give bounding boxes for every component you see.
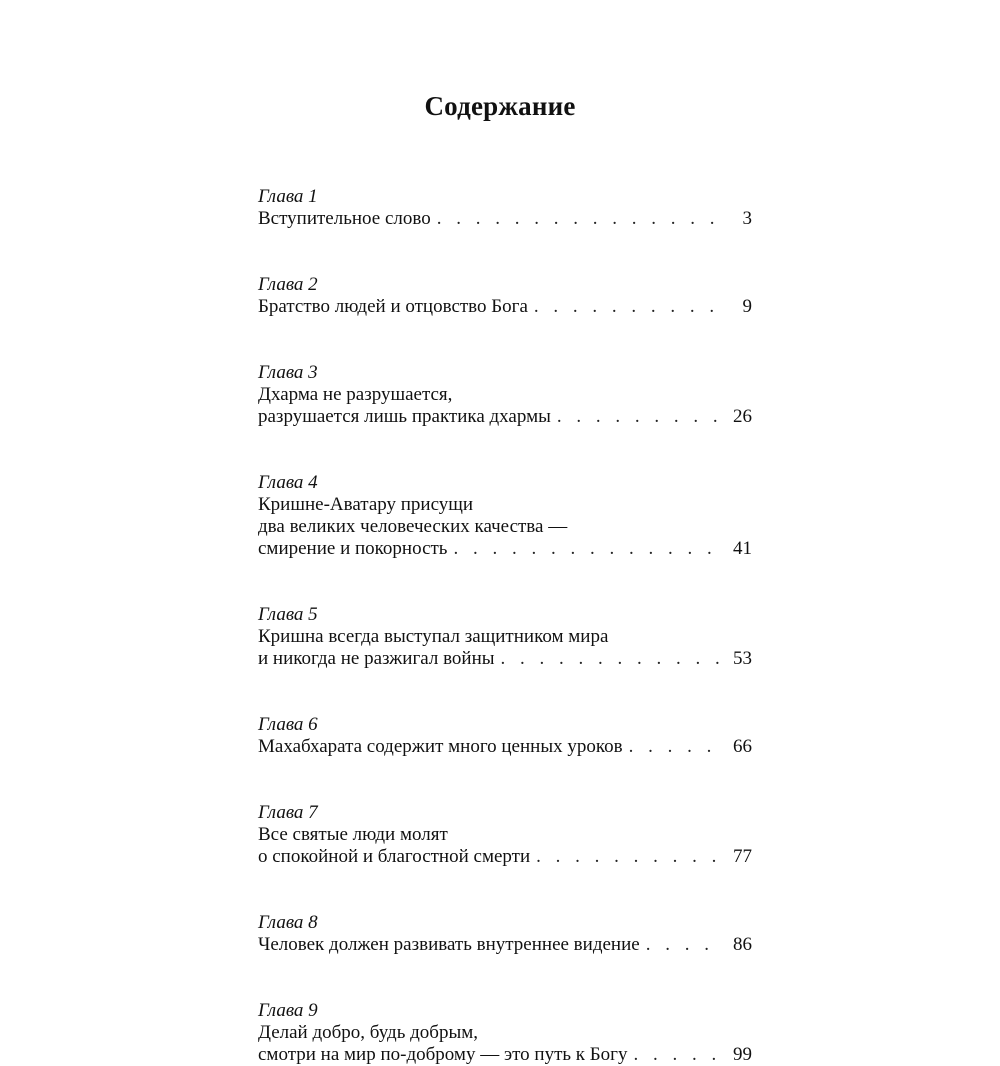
chapter-label: Глава 5 [258, 604, 318, 625]
page-number: 99 [733, 1044, 752, 1065]
toc-entry-chapter-7 [258, 802, 752, 868]
toc-entry-chapter-2 [258, 274, 752, 318]
chapter-label: Глава 1 [258, 186, 318, 207]
page-number: 9 [742, 296, 752, 317]
chapter-title-line: Братство людей и отцовство Бога [258, 296, 528, 317]
page-number: 53 [733, 648, 752, 669]
chapter-title-line: два великих человеческих качества — [258, 516, 568, 537]
chapter-title-last-line [258, 406, 752, 428]
dot-leader [633, 1044, 722, 1066]
toc-entry-chapter-1 [258, 186, 752, 230]
chapter-title-line: смирение и покорность [258, 538, 448, 559]
toc-entry-chapter-5 [258, 604, 752, 670]
table-of-contents [258, 186, 752, 1066]
chapter-title-last-line [258, 208, 752, 230]
chapter-title-last-line [258, 296, 752, 318]
page-number: 3 [742, 208, 752, 229]
chapter-title-line: о спокойной и благостной смерти [258, 846, 531, 867]
chapter-label: Глава 3 [258, 362, 318, 383]
chapter-title-line: Дхарма не разрушается, [258, 384, 453, 405]
chapter-title-line: Махабхарата содержит много ценных уроков [258, 736, 623, 757]
page-number: 86 [733, 934, 752, 955]
chapter-label: Глава 4 [258, 472, 318, 493]
toc-entry-chapter-8 [258, 912, 752, 956]
chapter-title-last-line [258, 934, 752, 956]
toc-entry-chapter-4 [258, 472, 752, 560]
chapter-title-line: Кришна всегда выступал защитником мира [258, 626, 609, 647]
chapter-title-line: смотри на мир по-доброму — это путь к Богу [258, 1044, 628, 1065]
page-title: Содержание [424, 91, 576, 121]
chapter-title-last-line [258, 1044, 752, 1066]
chapter-title-line: Делай добро, будь добрым, [258, 1022, 478, 1043]
toc-entry-chapter-9 [258, 1000, 752, 1066]
chapter-label: Глава 9 [258, 1000, 318, 1021]
dot-leader [646, 934, 722, 956]
chapter-title-last-line [258, 538, 752, 560]
toc-entry-chapter-6 [258, 714, 752, 758]
page-number: 41 [733, 538, 752, 559]
chapter-label: Глава 6 [258, 714, 318, 735]
dot-leader [536, 846, 722, 868]
chapter-title-last-line [258, 648, 752, 670]
dot-leader [453, 538, 722, 560]
chapter-title-line: Человек должен развивать внутреннее видение [258, 934, 640, 955]
dot-leader [501, 648, 722, 670]
dot-leader [557, 406, 722, 428]
toc-entry-chapter-3 [258, 362, 752, 428]
chapter-title-last-line [258, 736, 752, 758]
page-number: 26 [733, 406, 752, 427]
chapter-label: Глава 7 [258, 802, 318, 823]
dot-leader [629, 736, 722, 758]
chapter-title-line: разрушается лишь практика дхармы [258, 406, 551, 427]
dot-leader [437, 208, 722, 230]
page-number: 77 [733, 846, 752, 867]
page-number: 66 [733, 736, 752, 757]
chapter-title-last-line [258, 846, 752, 868]
chapter-label: Глава 8 [258, 912, 318, 933]
chapter-title-line: Кришне-Аватару присущи [258, 494, 474, 515]
chapter-title-line: Вступительное слово [258, 208, 431, 229]
dot-leader [534, 296, 722, 318]
chapter-title-line: Все святые люди молят [258, 824, 448, 845]
chapter-title-line: и никогда не разжигал войны [258, 648, 495, 669]
chapter-label: Глава 2 [258, 274, 318, 295]
